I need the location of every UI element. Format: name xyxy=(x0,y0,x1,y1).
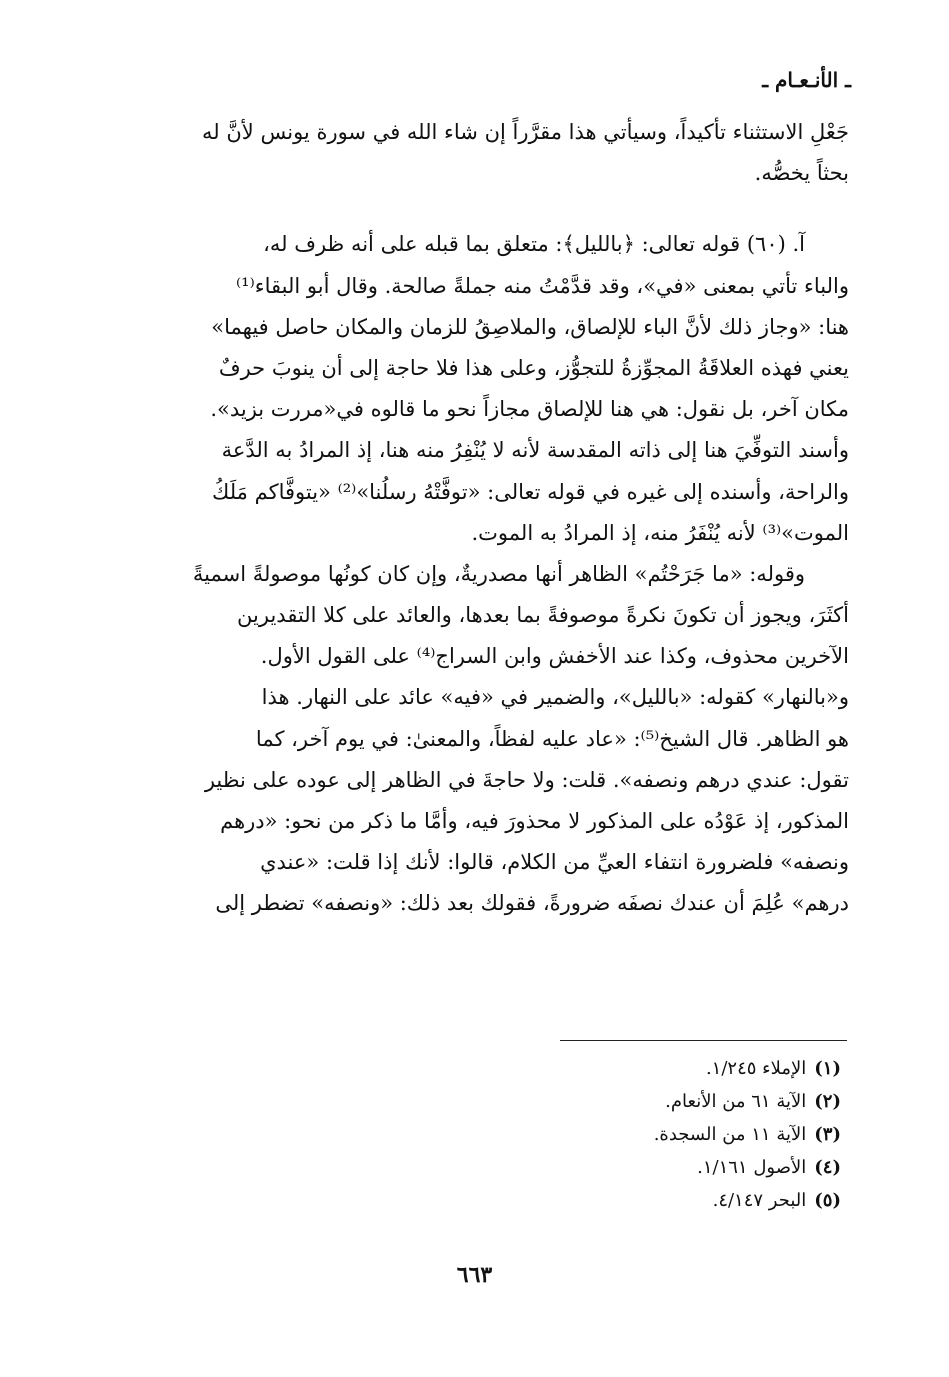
text-line: المذكور، إذ عَوْدُه على المذكور لا محذورَ فيه، وأمَّا ما ذكر من نحو: «درهم xyxy=(220,809,849,833)
running-header: ـ الأنـعـام ـ xyxy=(762,68,851,92)
footnote-text: الآية ٦١ من الأنعام. xyxy=(665,1091,807,1112)
footnote-separator xyxy=(560,1040,847,1041)
text-line: والراحة، وأسنده إلى غيره في قوله تعالى: «توفَّتْهُ رسلُنا»⁽²⁾ «يتوفَّاكم مَلَكُ xyxy=(212,479,849,504)
text-line: و«بالنهار» كقوله: «بالليل»، والضمير في «فيه» عائد على النهار. هذا xyxy=(261,685,849,710)
text-line: جَعْلِ الاستثناء تأكيداً، وسيأتي هذا مقرَّراً إن شاء الله في سورة يونس لأنَّ له xyxy=(202,120,849,144)
main-text xyxy=(109,112,849,925)
footnote xyxy=(441,1184,841,1217)
text-line: الآخرين محذوف، وكذا عند الأخفش وابن السراج⁽⁴⁾ على القول الأول. xyxy=(260,644,849,669)
footnote-number: (١) xyxy=(814,1058,841,1079)
text-line: الموت»⁽³⁾ لأنه يُنْفَرُ منه، إذ المرادُ به الموت. xyxy=(471,520,849,545)
footnote-text: الأصول ١/١٦١. xyxy=(697,1157,807,1178)
text-line: هنا: «وجاز ذلك لأنَّ الباء للإلصاق، والملاصِقُ للزمان والمكان حاصل فيهما» xyxy=(211,314,849,339)
footnote-text: البحر ٤/١٤٧. xyxy=(712,1190,807,1211)
text-line: تقول: عندي درهم ونصفه». قلت: ولا حاجةَ في الظاهر إلى عوده على نظير xyxy=(204,767,849,792)
footnote-number: (٥) xyxy=(814,1190,841,1211)
text-line: هو الظاهر. قال الشيخ⁽⁵⁾: «عاد عليه لفظاً، والمعنىٰ: في يوم آخر، كما xyxy=(255,726,849,751)
footnote xyxy=(441,1118,841,1151)
footnote-number: (٣) xyxy=(814,1124,841,1145)
text-line: وأسند التوفِّيَ هنا إلى ذاته المقدسة لأنه لا يُنْفِرُ منه هنا، إذ المرادُ به الدَّعة xyxy=(221,438,849,463)
footnotes xyxy=(441,1052,841,1217)
text-line: بحثاً يخصُّه. xyxy=(754,161,849,186)
footnote xyxy=(441,1085,841,1118)
text-line: أكثَرَ، ويجوز أن تكونَ نكرةً موصوفةً بما بعدها، والعائد على كلا التقديرين xyxy=(237,603,849,628)
text-line: ونصفه» فلضرورة انتفاء العيِّ من الكلام، قالوا: لأنك إذا قلت: «عندي xyxy=(260,850,849,875)
text-line: مكان آخر، بل نقول: هي هنا للإلصاق مجازاً نحو ما قالوه في«مررت بزيد». xyxy=(210,397,849,422)
text-line: درهم» عُلِمَ أن عندك نصفَه ضرورةً، فقولك بعد ذلك: «ونصفه» تضطر إلى xyxy=(215,891,849,916)
footnote-text: الإملاء ١/٢٤٥. xyxy=(705,1058,807,1079)
footnote-number: (٢) xyxy=(814,1091,841,1112)
footnote xyxy=(441,1052,841,1085)
text-line: والباء تأتي بمعنى «في»، وقد قدَّمْتُ منه جملةً صالحة. وقال أبو البقاء⁽¹⁾ xyxy=(236,273,849,298)
text-line: يعني فهذه العلاقَةُ المجوِّزةُ للتجوُّز، وعلى هذا فلا حاجة إلى أن ينوبَ حرفٌ xyxy=(218,355,849,380)
page-number: ٦٦٣ xyxy=(456,1262,493,1288)
text-line: آ. (٦٠) قوله تعالى: ﴿بالليل﴾: متعلق بما قبله على أنه ظرف له، xyxy=(263,232,805,257)
footnote-text: الآية ١١ من السجدة. xyxy=(653,1124,807,1145)
text-line: وقوله: «ما جَرَحْتُم» الظاهر أنها مصدريةٌ، وإن كان كونُها موصولةً اسميةً xyxy=(192,561,805,586)
footnote xyxy=(441,1151,841,1184)
footnote-number: (٤) xyxy=(814,1157,841,1178)
